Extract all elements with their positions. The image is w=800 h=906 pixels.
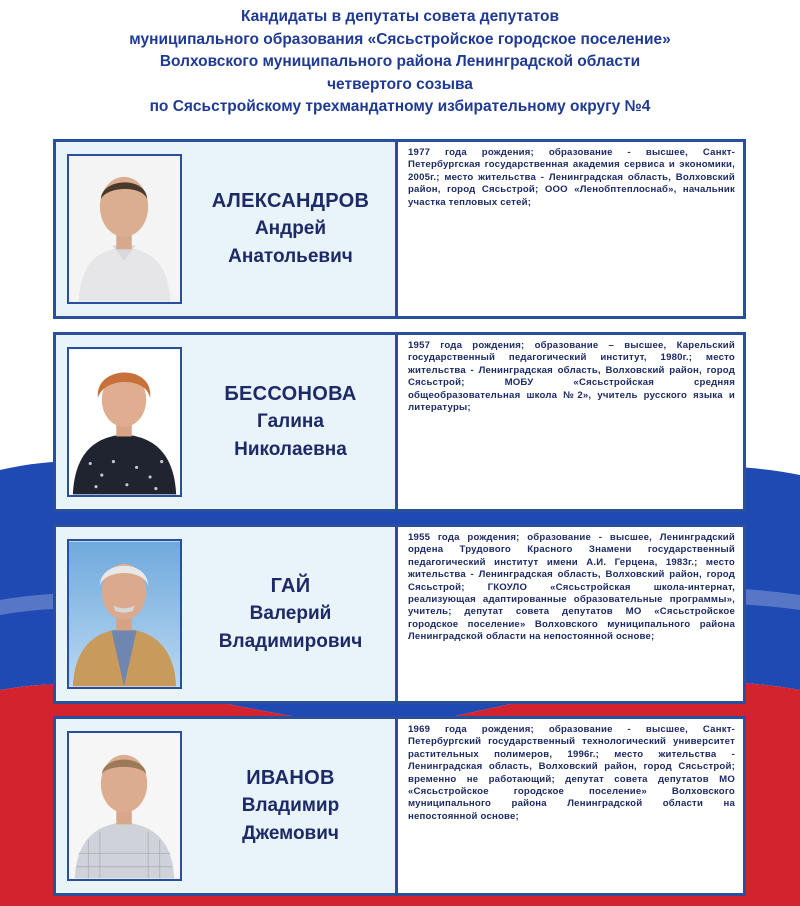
candidate-surname: ГАЙ bbox=[270, 575, 311, 597]
candidate-first-name: Галина bbox=[257, 411, 324, 432]
candidate-first-name: Владимир bbox=[241, 795, 340, 816]
candidate-surname: БЕССОНОВА bbox=[224, 383, 357, 405]
candidate-patronymic: Джемович bbox=[242, 823, 339, 844]
candidate-bio-panel bbox=[398, 719, 743, 893]
candidate-first-name: Андрей bbox=[254, 218, 327, 239]
candidate-bio-panel bbox=[398, 527, 743, 701]
candidate-bio-panel bbox=[398, 335, 743, 509]
candidate-bio: 1957 года рождения; образование – высшее, Карельский государственный педагогический институт, 1980г.; место жительства - Ленинградская область, Волховский район, город Сясьстрой; МОБУ «Сясьстройская средняя общеобразовательная школа №2», учитель русского языка и литературы; bbox=[408, 340, 735, 414]
candidate-card bbox=[53, 716, 746, 896]
candidate-bio: 1969 года рождения; образование - высшее, Санкт-Петербургский государственный технологический университет растительных полимеров, 1996г.; место жительства - Ленинградская область, Волховский район, город Сясьстрой; временно не работающий; депутат совета депутатов МО «Сясьстройское городское поселение» Волховского муниципального района Ленинградской области на непостоянной основе; bbox=[408, 724, 735, 822]
candidate-identity bbox=[56, 527, 398, 701]
candidate-card bbox=[53, 524, 746, 704]
header-line: муниципального образования «Сясьстройское городское поселение» bbox=[129, 30, 671, 48]
candidate-photo bbox=[67, 154, 182, 304]
candidate-card bbox=[53, 332, 746, 512]
candidate-bio-panel bbox=[398, 142, 743, 316]
candidate-identity bbox=[56, 719, 398, 893]
header-line: Кандидаты в депутаты совета депутатов bbox=[241, 8, 559, 25]
candidate-patronymic: Владимирович bbox=[218, 631, 363, 652]
person-portrait-icon bbox=[69, 156, 180, 302]
header-line: четвертого созыва bbox=[327, 75, 473, 93]
page-header bbox=[0, 6, 800, 119]
candidate-photo bbox=[67, 347, 182, 497]
candidate-photo bbox=[67, 539, 182, 689]
candidate-card bbox=[53, 139, 746, 319]
candidate-surname: ИВАНОВ bbox=[246, 767, 335, 789]
candidate-bio: 1955 года рождения; образование - высшее, Ленинградский ордена Трудового Красного Знамени государственный педагогический институт имени А.И. Герцена, 1983г.; место жительства - Ленинградская область, Волховский район, город Сясьстрой; ГКОУЛО «Сясьстройская школа-интернат, реализующая адаптированные образовательные программы», учитель; депутат совета депутатов МО «Сясьстройское городское поселение» Волховского муниципального района Ленинградской области на непостоянной основе; bbox=[408, 532, 735, 643]
candidate-patronymic: Анатольевич bbox=[228, 246, 353, 267]
header-line: Волховского муниципального района Ленинградской области bbox=[159, 53, 641, 70]
candidate-patronymic: Николаевна bbox=[234, 439, 347, 460]
header-line: по Сясьстройскому трехмандатному избирательному округу №4 bbox=[149, 98, 651, 115]
person-portrait-icon bbox=[69, 541, 180, 687]
person-portrait-icon bbox=[69, 349, 180, 495]
candidate-identity bbox=[56, 335, 398, 509]
candidate-photo bbox=[67, 731, 182, 881]
candidate-first-name: Валерий bbox=[249, 603, 332, 624]
candidate-bio: 1977 года рождения; образование - высшее, Санкт-Петербургская государственная академия сервиса и экономики, 2005г.; место жительства - Ленинградская область, Волховский район, город Сясьстрой; ООО «Ленобптеплоснаб», начальник участка тепловых сетей; bbox=[408, 147, 735, 208]
person-portrait-icon bbox=[69, 733, 180, 879]
candidate-surname: АЛЕКСАНДРОВ bbox=[211, 190, 370, 212]
candidate-identity bbox=[56, 142, 398, 316]
